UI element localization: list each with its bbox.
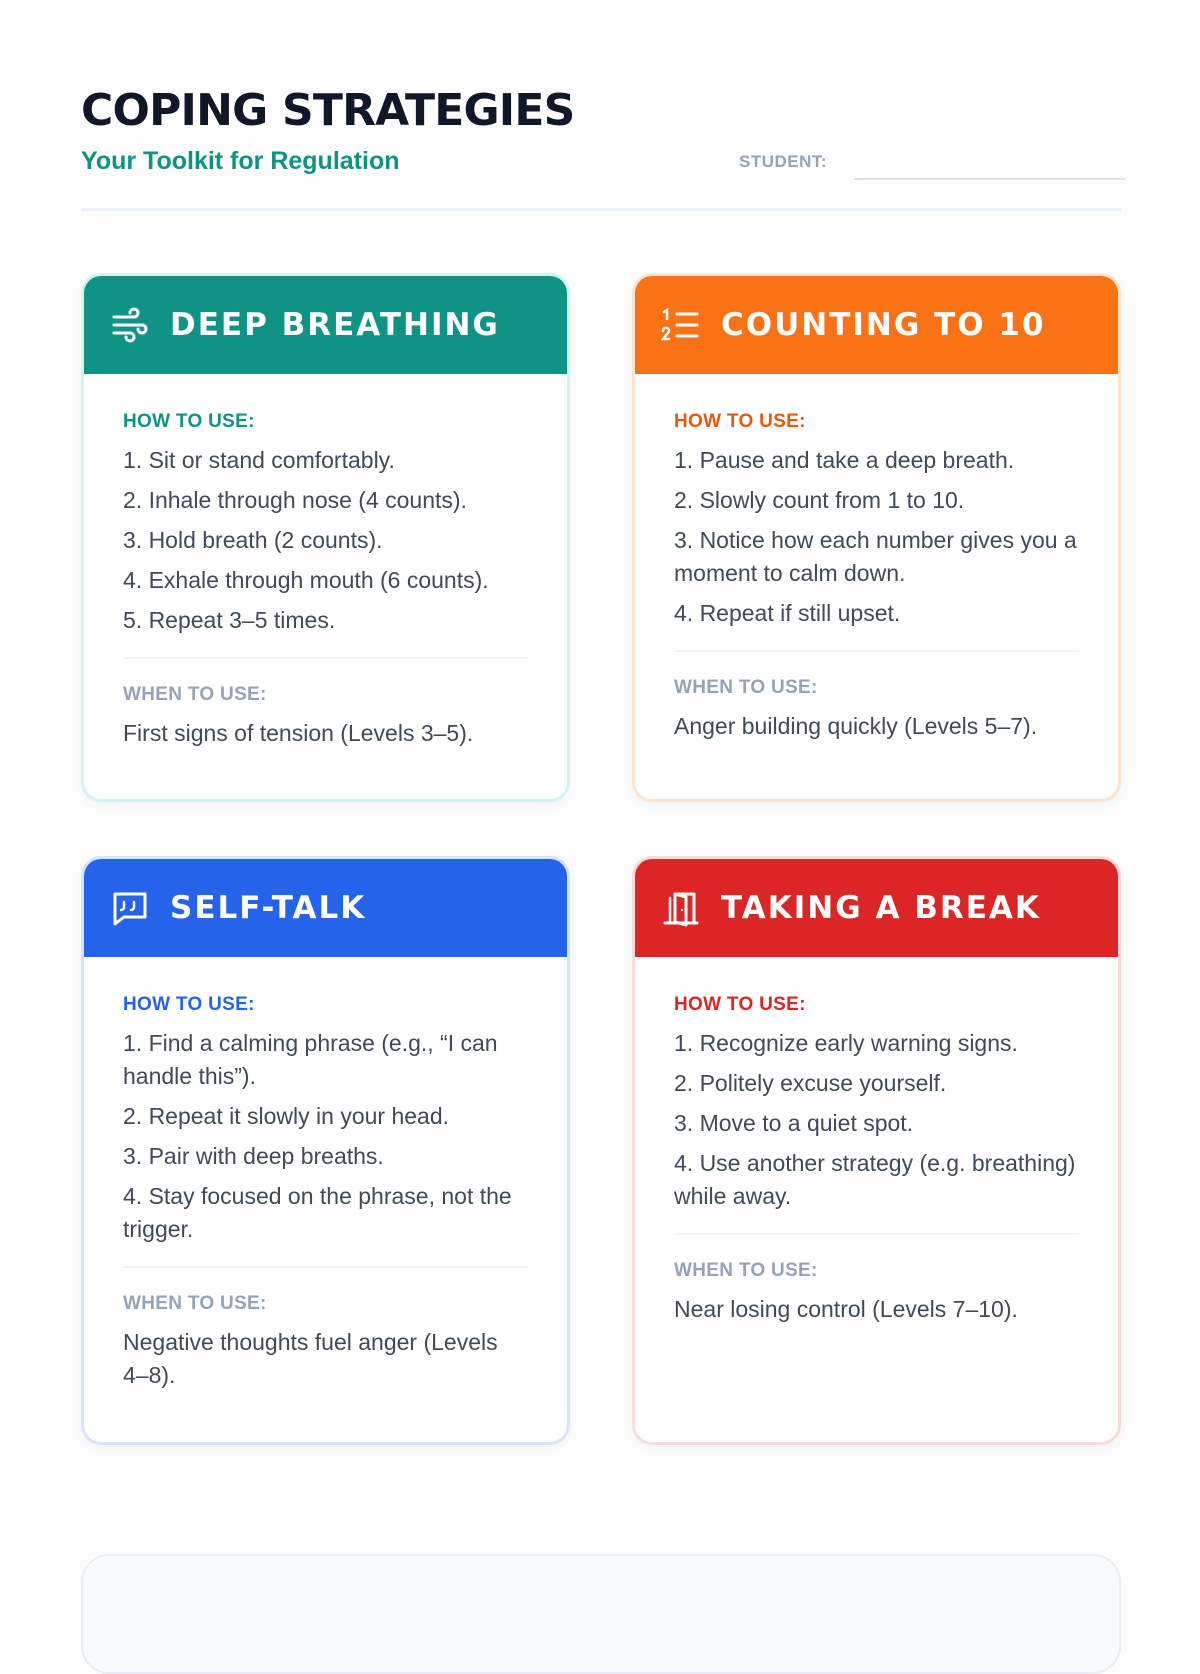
how-to-use-label: HOW TO USE: — [674, 994, 806, 1015]
step-item: 3. Move to a quiet spot. — [674, 1110, 914, 1136]
step-item: 2. Slowly count from 1 to 10. — [674, 487, 965, 513]
when-to-use-text: First signs of tension (Levels 3–5). — [123, 720, 474, 746]
step-item: 2. Politely excuse yourself. — [674, 1070, 947, 1096]
step-item: 3. Hold breath (2 counts). — [123, 527, 383, 553]
card-header — [635, 859, 1118, 957]
card-taking-a-break — [632, 856, 1121, 1445]
steps-list — [674, 444, 1079, 630]
step-item: 2. Repeat it slowly in your head. — [123, 1103, 450, 1129]
how-to-use-label: HOW TO USE: — [123, 994, 255, 1015]
card-body — [84, 374, 567, 750]
card-header — [84, 859, 567, 957]
card-deep-breathing — [81, 273, 570, 802]
card-title: COUNTING TO 10 — [721, 307, 1046, 343]
how-to-use-label: HOW TO USE: — [674, 411, 806, 432]
step-item: 3. Notice how each number gives you a moment to calm down. — [674, 527, 1077, 586]
when-to-use-label: WHEN TO USE: — [123, 684, 267, 705]
when-to-use-label: WHEN TO USE: — [123, 1293, 267, 1314]
when-to-use-label: WHEN TO USE: — [674, 677, 818, 698]
step-item: 1. Find a calming phrase (e.g., “I can handle this”). — [123, 1030, 498, 1089]
section-divider — [674, 650, 1079, 652]
when-to-use-label: WHEN TO USE: — [674, 1260, 818, 1281]
header-divider — [81, 208, 1121, 211]
card-title: SELF-TALK — [170, 890, 367, 926]
worksheet-header — [81, 84, 1121, 210]
step-item: 1. Pause and take a deep breath. — [674, 447, 1015, 473]
page-subtitle: Your Toolkit for Regulation — [81, 147, 400, 175]
card-title: DEEP BREATHING — [170, 307, 500, 343]
step-item: 4. Stay focused on the phrase, not the trigger. — [123, 1183, 512, 1242]
card-body — [84, 957, 567, 1392]
when-to-use-text: Near losing control (Levels 7–10). — [674, 1296, 1018, 1322]
section-divider — [674, 1233, 1079, 1235]
how-to-use-label: HOW TO USE: — [123, 411, 255, 432]
step-item: 4. Repeat if still upset. — [674, 600, 901, 626]
student-name-field[interactable] — [854, 146, 1125, 180]
steps-list — [123, 1027, 528, 1246]
worksheet-page — [81, 0, 1121, 1600]
speech-bubble-quote-icon — [110, 888, 150, 928]
steps-list — [674, 1027, 1079, 1213]
wind-icon — [110, 305, 150, 345]
step-item: 4. Use another strategy (e.g. breathing) while away. — [674, 1150, 1076, 1209]
steps-list — [123, 444, 528, 637]
door-exit-icon — [661, 888, 701, 928]
numbered-list-icon — [661, 305, 701, 345]
card-counting-to-10 — [632, 273, 1121, 802]
card-self-talk — [81, 856, 570, 1445]
when-to-use-text: Anger building quickly (Levels 5–7). — [674, 713, 1038, 739]
card-header — [635, 276, 1118, 374]
step-item: 1. Sit or stand comfortably. — [123, 447, 395, 473]
section-divider — [123, 657, 528, 659]
step-item: 5. Repeat 3–5 times. — [123, 607, 336, 633]
card-body — [635, 957, 1118, 1326]
student-label: STUDENT: — [739, 152, 828, 171]
card-header — [84, 276, 567, 374]
card-body — [635, 374, 1118, 743]
bottom-panel — [81, 1554, 1121, 1674]
step-item: 4. Exhale through mouth (6 counts). — [123, 567, 489, 593]
card-title: TAKING A BREAK — [721, 890, 1041, 926]
step-item: 3. Pair with deep breaths. — [123, 1143, 384, 1169]
page-title: COPING STRATEGIES — [81, 85, 575, 136]
section-divider — [123, 1266, 528, 1268]
step-item: 1. Recognize early warning signs. — [674, 1030, 1018, 1056]
when-to-use-text: Negative thoughts fuel anger (Levels 4–8). — [123, 1329, 498, 1388]
step-item: 2. Inhale through nose (4 counts). — [123, 487, 467, 513]
